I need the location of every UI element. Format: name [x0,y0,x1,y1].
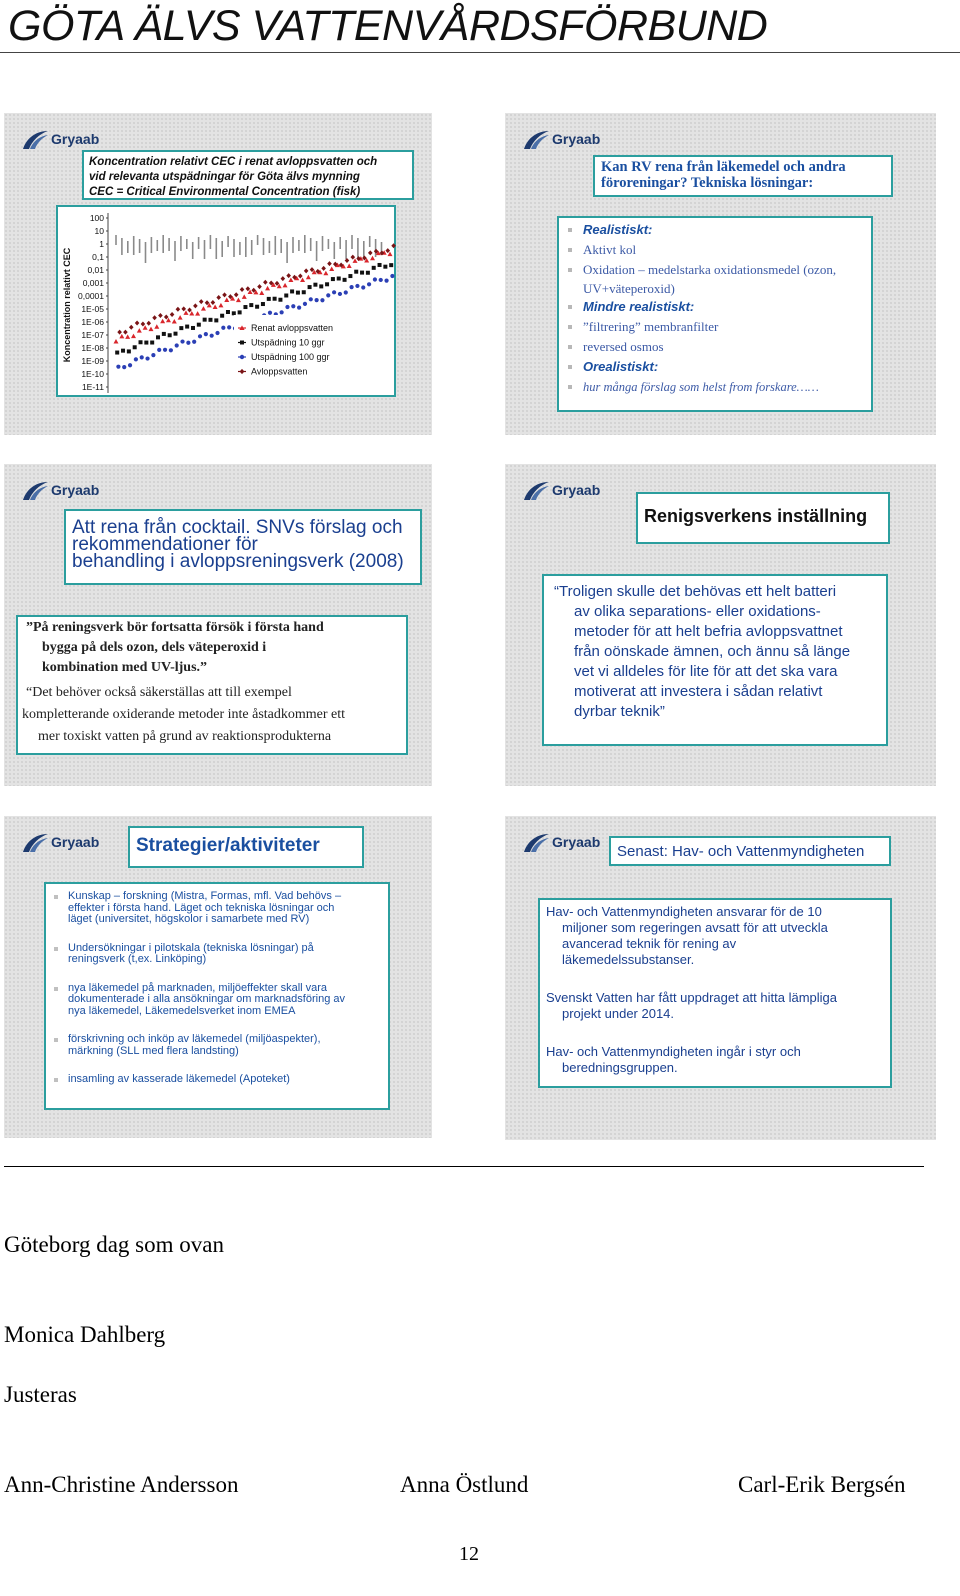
y-tick-label: 0,01 [87,265,104,275]
cec-scatter-plot [58,207,398,399]
y-tick-label: 10 [94,226,104,236]
title-line: Kan RV rena från läkemedel och andra [601,159,846,175]
title-line: föroreningar? Tekniska lösningar: [601,175,814,191]
quote-line: vet vi alldeles för lite för att det ska vara [574,663,838,680]
quote-line: mer toxiskt vatten på grund av reaktionsprodukterna [38,729,332,744]
data-point [198,334,202,338]
y-tick-label: 0,0001 [78,291,104,301]
data-point [191,326,195,330]
gryaab-logo [522,478,612,504]
data-point [261,302,265,306]
data-point [222,292,227,297]
data-point [303,302,307,306]
data-point [238,310,242,314]
data-point [306,275,311,280]
gryaab-swoosh-icon [21,832,49,854]
data-point [243,305,247,309]
data-point [180,339,184,343]
data-point [156,335,160,339]
title-line: Att rena från cocktail. SNVs förslag och [72,517,403,538]
list-item: förskrivning och inköp av läkemedel (miljöaspekter), märkning (SLL med flera landsting) [54,1034,380,1057]
data-point [133,345,137,349]
data-point [213,304,218,309]
data-point [325,282,329,286]
bullet-icon [54,1078,58,1082]
data-point [298,274,303,279]
quote-line: av olika separations- eller oxidations- [574,603,821,620]
list-item: Undersökningar i pilotskala (tekniska lösningar) på reningsverk (t,ex. Linköping) [54,943,380,966]
data-point [280,310,284,314]
author-name: Monica Dahlberg [4,1322,166,1347]
data-point [338,292,342,296]
logo-text: Gryaab [552,834,601,850]
data-point [297,305,301,309]
data-point [343,278,347,282]
text-box [538,898,892,1088]
data-point [218,303,223,308]
slide-treatment-plant-position [505,464,936,786]
slide-title [64,509,422,585]
data-point [304,268,309,273]
slide-strategies [4,816,432,1138]
data-point [140,355,144,359]
bullet-icon [54,987,58,991]
data-point [300,277,305,282]
gryaab-swoosh-icon [522,129,550,151]
y-axis-label: Koncentration relativt CEC [62,247,72,363]
data-point [125,334,130,339]
data-point [361,285,365,289]
data-point [115,351,119,355]
data-point [117,330,122,335]
data-point [367,282,371,286]
quote-line: bygga på dels ozon, dels väteperoxid i [42,640,267,655]
data-point [255,305,259,309]
data-point [181,306,186,311]
data-point [326,293,330,297]
data-point [150,341,154,345]
data-point [175,343,179,347]
data-point [178,315,183,320]
data-point [116,365,120,369]
y-tick-label: 1E-10 [81,369,104,379]
list-item: Orealistiskt: [565,357,865,377]
data-point [281,276,286,281]
data-point [154,324,159,329]
legend-label: Avloppsvatten [251,366,308,377]
data-point [291,304,295,308]
slide-title: Strategier/aktiviteter [128,826,364,868]
paragraph: Hav- och Vattenmyndigheten ingår i styr och beredningsgruppen. [546,1044,801,1075]
page-number: 12 [459,1543,479,1565]
gryaab-logo [522,830,612,856]
list-item: reversed osmos [565,337,865,357]
data-point [162,332,166,336]
quote-line: kompletterande oxiderande metoder inte åstadkommer ett [22,707,346,722]
data-point [129,325,134,330]
y-tick-label: 1E-06 [81,317,104,327]
data-point [384,279,388,283]
data-point [204,332,208,336]
data-point [347,264,352,269]
data-point [176,307,181,312]
gryaab-logo [522,127,612,153]
y-tick-label: 1E-09 [81,356,104,366]
paragraph: Hav- och Vattenmyndigheten ansvarar för de 10 miljoner som regeringen avsatt för att utveckla avancerad teknik för rening av läkemedelssubstanser. [546,904,828,967]
signature-divider [4,1166,924,1167]
bullet-icon [568,228,572,232]
data-point [232,311,236,315]
data-point [329,267,334,272]
bullet-icon [568,325,572,329]
data-point [201,306,206,311]
list-item: ”filtrering” membranfilter [565,317,865,337]
legend-label: Utspädning 100 ggr [251,352,330,362]
gryaab-swoosh-icon [21,480,49,502]
list-item: Kunskap – forskning (Mistra, Formas, mfl. Vad behövs – effekter i första hand. Läget och tekniska lösningar och läget (universitet, högskolor i samarbete med RV) [54,891,380,926]
slide-snv-recommendations [4,464,432,786]
title-line: behandling i avloppsreningsverk (2008) [72,551,404,572]
data-point [263,280,268,285]
quote-continuation [22,682,345,748]
legend-marker [240,355,244,359]
data-point [389,263,393,267]
legend-label: Utspädning 10 ggr [251,337,325,348]
data-point [183,310,188,315]
data-point [302,290,306,294]
data-point [146,321,151,326]
data-point [309,297,313,301]
title-line: vid relevanta utspädningar för Göta älvs mynning [89,171,360,183]
signatory-name: Ann-Christine Andersson [4,1472,239,1497]
data-point [187,307,192,312]
data-point [157,348,161,352]
data-point [372,266,376,270]
cec-chart [56,205,396,397]
list-item: nya läkemedel på marknaden, miljöeffekter skall vara dokumenterade i alla ansökningar om marknadsföring av nya läkemedel, Läkemedelsverket inom EMEA [54,983,380,1018]
data-point [185,325,189,329]
data-point [137,328,142,333]
data-point [192,340,196,344]
data-point [285,305,289,309]
bullet-icon [568,248,572,252]
data-point [193,303,198,308]
y-tick-label: 0,1 [92,252,104,262]
data-point [360,271,364,275]
data-point [131,334,136,339]
bullet-icon [568,365,572,369]
list-item: Aktivt kol [565,240,865,260]
signatory-name: Anna Östlund [400,1472,529,1497]
data-point [391,243,396,248]
data-point [215,331,219,335]
list-item-continuation: UV+väteperoxid) [583,281,675,296]
gryaab-swoosh-icon [522,480,550,502]
legend-marker [240,341,244,345]
page-title: GÖTA ÄLVS VATTENVÅRDSFÖRBUND [8,2,768,50]
data-point [240,287,245,292]
data-point [313,283,317,287]
data-point [179,326,183,330]
data-point [208,318,212,322]
data-point [331,277,335,281]
logo-text: Gryaab [51,131,100,147]
y-tick-label: 1E-05 [81,304,104,314]
bullet-icon [54,947,58,951]
title-line: rekommendationer för [72,534,258,555]
data-point [350,255,355,260]
list-item: Mindre realistiskt: [565,297,865,317]
data-point [195,311,200,316]
gryaab-swoosh-icon [21,129,49,151]
data-point [315,298,319,302]
data-point [211,300,216,305]
data-point [337,276,341,280]
data-point [249,303,253,307]
data-point [257,284,262,289]
bullet-icon [54,895,58,899]
data-point [164,315,169,320]
data-point [321,266,326,271]
data-point [236,298,241,303]
data-point [378,263,382,267]
gryaab-swoosh-icon [522,832,550,854]
data-point [259,291,264,296]
data-point [323,271,328,276]
data-point [366,271,370,275]
data-point [197,323,201,327]
data-point [186,341,190,345]
data-point [127,349,131,353]
data-point [354,270,358,274]
data-point [170,312,175,317]
bullet-icon [54,1038,58,1042]
quote-line: metoder för att helt befria avloppsvattnet [574,623,843,640]
data-point [221,326,225,330]
list-item: insamling av kasserade läkemedel (Apoteket) [54,1074,380,1086]
data-point [168,333,172,337]
data-point [327,261,332,266]
data-point [119,334,124,339]
data-point [135,321,140,326]
list-item: hur många förslag som helst from forskare…… [565,377,865,397]
data-point [332,290,336,294]
data-point [368,250,373,255]
title-line: Koncentration relativt CEC i renat avloppsvatten och [89,156,378,168]
slide-title: Renigsverkens inställning [636,492,890,544]
title-line: CEC = Critical Environmental Concentration (fisk) [89,186,361,198]
logo-text: Gryaab [51,834,100,850]
data-point [145,356,149,360]
data-point [373,277,377,281]
y-tick-label: 1E-11 [81,382,104,392]
data-point [121,349,125,353]
strategies-list [44,882,390,1110]
quote-box [542,574,888,746]
data-point [290,289,294,293]
paragraph: Svenskt Vatten har fått uppdraget att hitta lämpliga projekt under 2014. [546,990,837,1021]
data-point [169,348,173,352]
data-point [385,248,390,253]
data-point [151,353,155,357]
quote-line: “Troligen skulle det behövas ett helt batteri [554,583,837,600]
place-date: Göteborg dag som ovan [4,1232,224,1257]
data-point [122,365,126,369]
data-point [268,311,272,315]
data-point [308,285,312,289]
data-point [283,283,288,288]
data-point [227,325,231,329]
bullet-icon [568,268,572,272]
quote-line: motiverat att investera i sådan relativt [574,683,823,700]
data-point [349,285,353,289]
quote-line: dyrbar teknik” [574,703,665,720]
data-point [134,357,138,361]
data-point [160,319,165,324]
slide-technical-solutions [505,113,936,435]
list-item: Realistiskt: [565,220,865,240]
quote-line: ”På reningsverk bör fortsatta försök i första hand [26,620,324,635]
data-point [173,332,177,336]
data-point [242,294,247,299]
data-point [139,340,143,344]
data-point [216,295,221,300]
data-point [226,310,230,314]
data-point [234,292,239,297]
data-point [265,286,270,291]
data-point [390,274,394,278]
bullet-icon [568,305,572,309]
data-point [128,363,132,367]
data-point [319,284,323,288]
list-item: Oxidation – medelstarka oxidationsmedel (ozon, [565,260,865,280]
data-point [383,265,387,269]
y-tick-label: 1 [99,239,104,249]
data-point [348,274,352,278]
data-point [370,256,375,261]
data-point [278,298,282,302]
data-point [210,334,214,338]
bullet-icon [568,345,572,349]
data-point [286,273,291,278]
solutions-list [557,216,873,412]
data-point [288,278,293,283]
data-point [141,322,146,327]
data-point [144,341,148,345]
data-point [355,284,359,288]
slide-title [593,155,893,197]
data-point [267,297,271,301]
data-point [148,327,153,332]
data-point [163,348,167,352]
data-point [158,313,163,318]
slide-title: Senast: Hav- och Vattenmyndigheten [609,836,891,866]
bullet-icon [568,385,572,389]
gryaab-logo [21,830,111,856]
logo-text: Gryaab [552,482,601,498]
data-point [320,298,324,302]
y-tick-label: 1E-07 [81,330,104,340]
y-tick-label: 0,001 [82,278,104,288]
slide-title [82,150,414,200]
data-point [114,339,119,344]
y-tick-label: 100 [89,213,104,223]
quote-line: “Det behöver också säkerställas att till exempel [26,685,292,700]
gryaab-logo [21,478,111,504]
slide-latest-havs [505,816,936,1140]
data-point [123,330,128,335]
logo-text: Gryaab [51,482,100,498]
quote-line: kombination med UV-ljus.” [42,660,208,675]
data-point [344,290,348,294]
data-point [296,291,300,295]
data-point [224,297,229,302]
title-divider [0,52,960,53]
logo-text: Gryaab [552,131,601,147]
signatory-name: Carl-Erik Bergsén [738,1472,906,1497]
adjusted-label: Justeras [4,1382,77,1407]
slide-cec-chart [4,113,432,435]
data-point [379,278,383,282]
legend-label: Renat avloppsvatten [251,323,334,333]
y-tick-label: 1E-08 [81,343,104,353]
data-point [220,314,224,318]
data-point [199,299,204,304]
data-point [203,318,207,322]
data-point [172,319,177,324]
data-point [284,293,288,297]
quote-line: från oönskade ämnen, och ännu så länge [574,643,851,660]
data-point [214,318,218,322]
data-point [273,297,277,301]
data-point [152,315,157,320]
data-point [246,286,251,291]
